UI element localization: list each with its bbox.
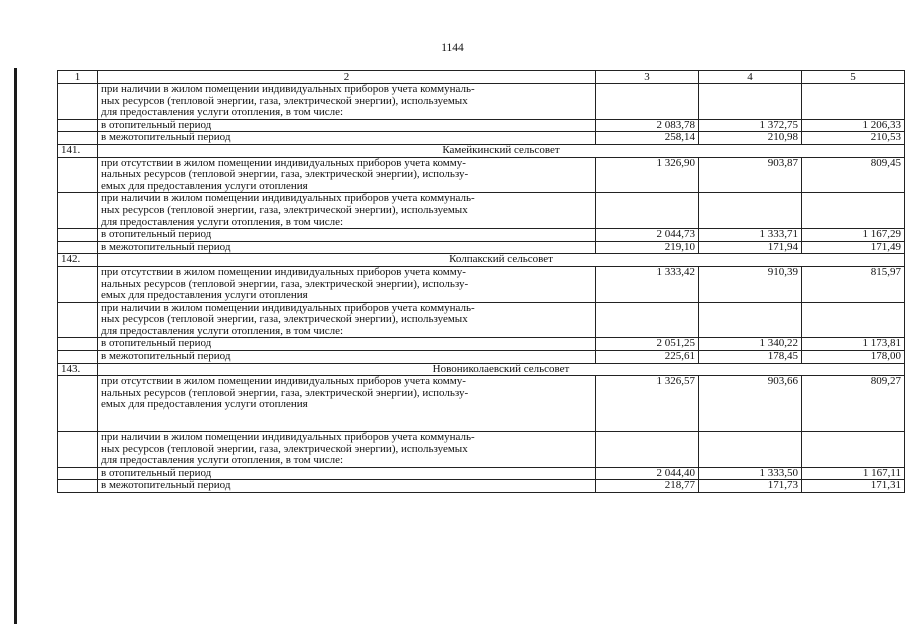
value-cell-col4: 903,87 [699,157,802,193]
table-row [58,480,905,493]
description-cell: при отсутствии в жилом помещении индивидуальных приборов учета комму- нальных ресурсов (тепловой энергии, газа, электрической энергии), использу- емых для предоставления услуги отопления [98,266,596,302]
section-row [58,363,905,376]
value-cell-col3: 225,61 [596,351,699,364]
section-row [58,254,905,267]
section-title: Камейкинский сельсовет [98,144,905,157]
column-number-header [58,71,905,84]
value-cell-col4: 178,45 [699,351,802,364]
description-cell: в межотопительный период [98,241,596,254]
row-number-cell [58,338,98,351]
value-cell-col5 [802,84,905,120]
value-cell-col4 [699,432,802,468]
description-cell: в межотопительный период [98,132,596,145]
value-cell-col4 [699,302,802,338]
value-cell-col4: 1 333,71 [699,229,802,242]
section-title: Колпакский сельсовет [98,254,905,267]
value-cell-col3: 218,77 [596,480,699,493]
value-cell-col5: 1 167,29 [802,229,905,242]
value-cell-col5: 210,53 [802,132,905,145]
row-number-cell [58,84,98,120]
value-cell-col3: 2 083,78 [596,119,699,132]
value-cell-col5: 171,31 [802,480,905,493]
description-cell: при отсутствии в жилом помещении индивидуальных приборов учета комму- нальных ресурсов (тепловой энергии, газа, электрической энергии), использу- емых для предоставления услуги отопления [98,157,596,193]
table-row [58,376,905,432]
row-number-cell [58,432,98,468]
value-cell-col3: 1 326,90 [596,157,699,193]
tariff-table [57,70,905,493]
table-row [58,132,905,145]
value-cell-col4: 1 340,22 [699,338,802,351]
value-cell-col5: 1 173,81 [802,338,905,351]
value-cell-col3 [596,302,699,338]
table-row [58,351,905,364]
header-cell: 5 [802,71,905,84]
value-cell-col3 [596,84,699,120]
section-number: 142. [58,254,98,267]
value-cell-col3 [596,432,699,468]
table-row [58,266,905,302]
value-cell-col3: 1 326,57 [596,376,699,432]
description-cell: при наличии в жилом помещении индивидуальных приборов учета коммуналь- ных ресурсов (тепловой энергии, газа, электрической энергии), используемых для предоставления услуги отопления, в том числе: [98,302,596,338]
row-number-cell [58,241,98,254]
section-number: 141. [58,144,98,157]
value-cell-col5: 809,45 [802,157,905,193]
table-row [58,467,905,480]
description-cell: в отопительный период [98,467,596,480]
section-row [58,144,905,157]
description-cell: в отопительный период [98,229,596,242]
row-number-cell [58,193,98,229]
row-number-cell [58,376,98,432]
row-number-cell [58,467,98,480]
value-cell-col4 [699,84,802,120]
description-cell: в межотопительный период [98,351,596,364]
value-cell-col4: 910,39 [699,266,802,302]
row-number-cell [58,132,98,145]
value-cell-col3 [596,193,699,229]
value-cell-col5: 178,00 [802,351,905,364]
value-cell-col4: 903,66 [699,376,802,432]
value-cell-col3: 2 051,25 [596,338,699,351]
description-cell: в межотопительный период [98,480,596,493]
header-cell: 2 [98,71,596,84]
table-row [58,432,905,468]
header-cell: 3 [596,71,699,84]
value-cell-col4: 210,98 [699,132,802,145]
description-cell: в отопительный период [98,338,596,351]
value-cell-col4: 1 372,75 [699,119,802,132]
row-number-cell [58,119,98,132]
header-cell: 4 [699,71,802,84]
description-cell: при наличии в жилом помещении индивидуальных приборов учета коммуналь- ных ресурсов (тепловой энергии, газа, электрической энергии), используемых для предоставления услуги отопления, в том числе: [98,84,596,120]
table-row [58,84,905,120]
value-cell-col5 [802,193,905,229]
row-number-cell [58,266,98,302]
value-cell-col5: 1 167,11 [802,467,905,480]
table-row [58,241,905,254]
value-cell-col4: 171,94 [699,241,802,254]
value-cell-col5 [802,302,905,338]
table-row [58,193,905,229]
row-number-cell [58,302,98,338]
description-cell: при наличии в жилом помещении индивидуальных приборов учета коммуналь- ных ресурсов (тепловой энергии, газа, электрической энергии), используемых для предоставления услуги отопления, в том числе: [98,193,596,229]
value-cell-col5 [802,432,905,468]
scan-edge-line [14,68,17,624]
description-cell: в отопительный период [98,119,596,132]
table-row [58,302,905,338]
description-cell: при отсутствии в жилом помещении индивидуальных приборов учета комму- нальных ресурсов (тепловой энергии, газа, электрической энергии), использу- емых для предоставления услуги отопления [98,376,596,432]
value-cell-col3: 219,10 [596,241,699,254]
table-body [58,71,905,493]
section-number: 143. [58,363,98,376]
table-row [58,338,905,351]
page-number: 1144 [441,42,464,54]
value-cell-col3: 2 044,40 [596,467,699,480]
value-cell-col5: 171,49 [802,241,905,254]
table-row [58,119,905,132]
value-cell-col4: 171,73 [699,480,802,493]
value-cell-col5: 809,27 [802,376,905,432]
table-row [58,229,905,242]
value-cell-col4: 1 333,50 [699,467,802,480]
value-cell-col4 [699,193,802,229]
header-cell: 1 [58,71,98,84]
value-cell-col5: 815,97 [802,266,905,302]
description-cell: при наличии в жилом помещении индивидуальных приборов учета коммуналь- ных ресурсов (тепловой энергии, газа, электрической энергии), используемых для предоставления услуги отопления, в том числе: [98,432,596,468]
value-cell-col3: 2 044,73 [596,229,699,242]
value-cell-col3: 258,14 [596,132,699,145]
table-row [58,157,905,193]
row-number-cell [58,351,98,364]
row-number-cell [58,157,98,193]
section-title: Новониколаевский сельсовет [98,363,905,376]
value-cell-col5: 1 206,33 [802,119,905,132]
value-cell-col3: 1 333,42 [596,266,699,302]
row-number-cell [58,229,98,242]
row-number-cell [58,480,98,493]
